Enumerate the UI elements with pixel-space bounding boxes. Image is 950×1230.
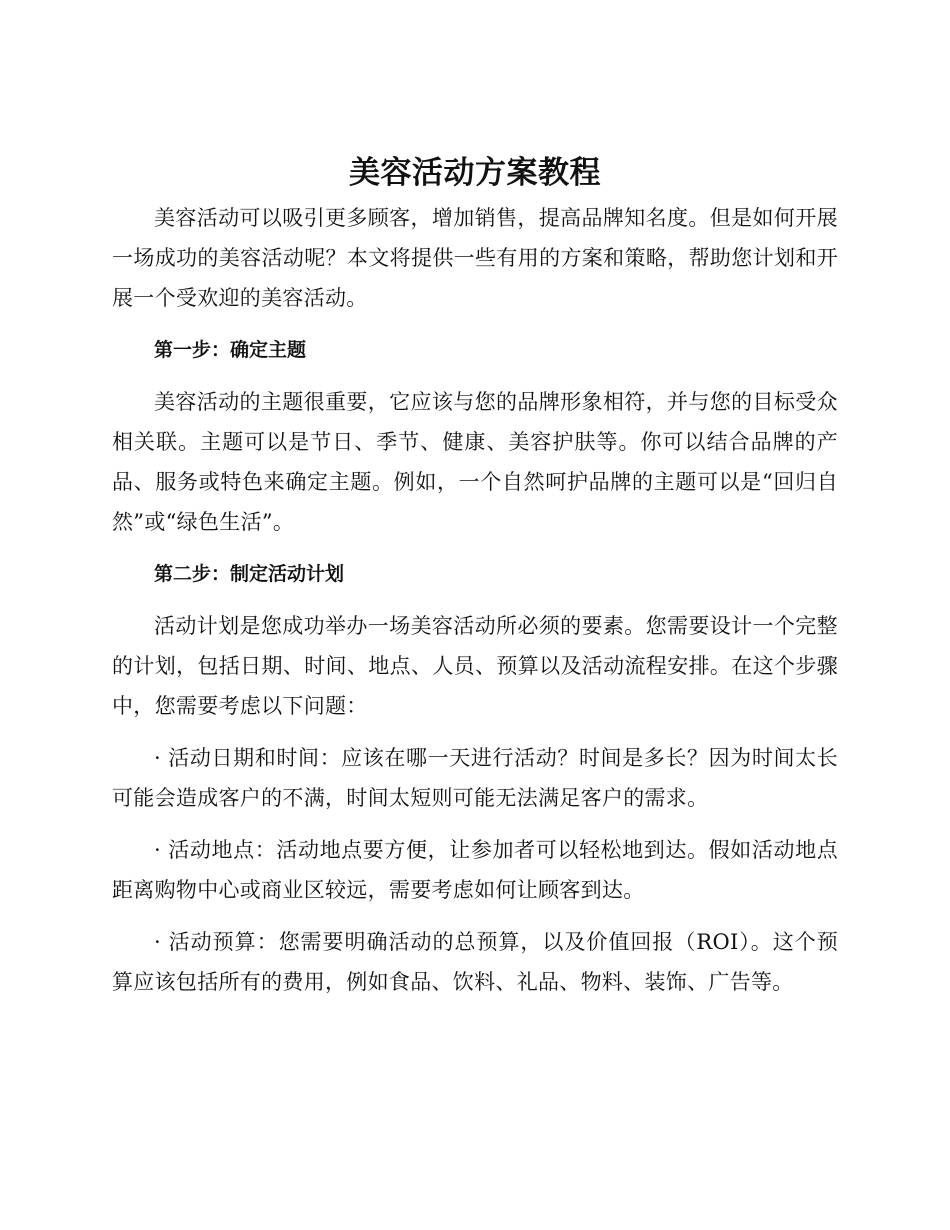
step1-paragraph: 美容活动的主题很重要，它应该与您的品牌形象相符，并与您的目标受众相关联。主题可以是节日、季节、健康、美容护肤等。你可以结合品牌的产品、服务或特色来确定主题。例如，一个自然呵护品牌的主题可以是“回归自然”或“绿色生活”。 (112, 390, 838, 534)
document-page (112, 148, 838, 1014)
step2-heading: 第二步：制定活动计划 (154, 563, 345, 585)
document-title: 美容活动方案教程 (349, 155, 601, 191)
step1-heading: 第一步：确定主题 (154, 339, 307, 361)
bullet-date-time: · 活动日期和时间：应该在哪一天进行活动？时间是多长？因为时间太长可能会造成客户的不满，时间太短则可能无法满足客户的需求。 (112, 746, 838, 810)
step2-paragraph: 活动计划是您成功举办一场美容活动所必须的要素。您需要设计一个完整的计划，包括日期、时间、地点、人员、预算以及活动流程安排。在这个步骤中，您需要考虑以下问题： (112, 614, 838, 718)
bullet-location: · 活动地点：活动地点要方便，让参加者可以轻松地到达。假如活动地点距离购物中心或商业区较远，需要考虑如何让顾客到达。 (112, 838, 838, 902)
bullet-budget: · 活动预算：您需要明确活动的总预算，以及价值回报（ROI）。这个预算应该包括所有的费用，例如食品、饮料、礼品、物料、装饰、广告等。 (112, 930, 838, 994)
intro-paragraph: 美容活动可以吸引更多顾客，增加销售，提高品牌知名度。但是如何开展一场成功的美容活动呢？本文将提供一些有用的方案和策略，帮助您计划和开展一个受欢迎的美容活动。 (112, 206, 838, 310)
